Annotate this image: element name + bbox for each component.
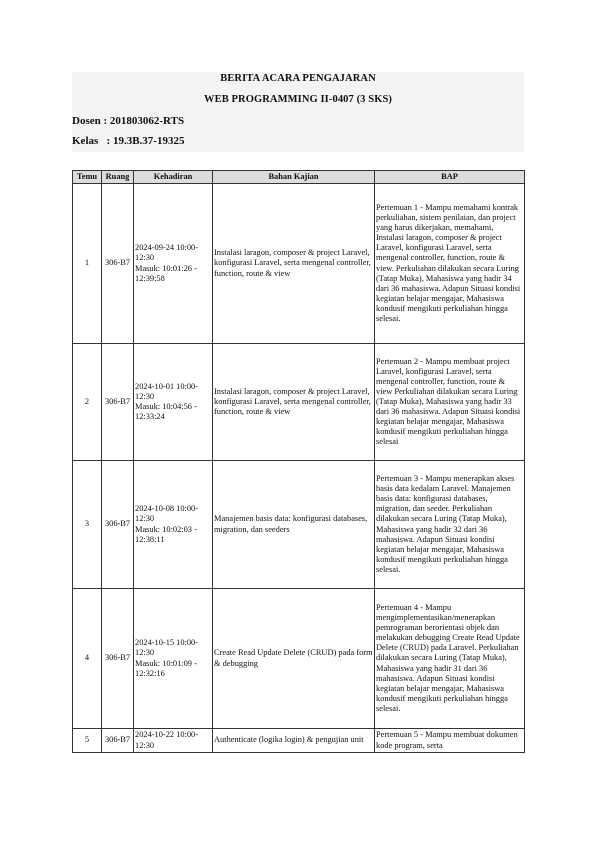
cell-temu: 2 <box>73 344 102 461</box>
cell-bap: Pertemuan 1 - Mampu memahami kontrak perkuliahan, sistem penilaian, dan project yang harus dikerjakan, memahami, Instalasi laragon, composer & project Laravel, konfigurasi Laravel, serta mengenal controller, function, route & view. Perkuliahan dilakukan secara Luring (Tatap Muka), Mahasiswa yang hadir 34 dari 36 mahasiswa. Adapun Situasi kondisi kegiatan belajar mengajar, Mahasiswa kondusif mengikuti perkuliahan hingga selesai. <box>375 184 525 344</box>
column-header-bahan-kajian: Bahan Kajian <box>213 171 375 184</box>
cell-bahan-kajian: Manajemen basis data: konfigurasi databases, migration, dan seeders <box>213 461 375 589</box>
table-row <box>73 729 525 753</box>
cell-bahan-kajian: Instalasi laragon, composer & project Laravel, konfigurasi Laravel, serta mengenal controller, function, route & view <box>213 344 375 461</box>
cell-bap: Pertemuan 3 - Mampu menerapkan akses basis data kedalam Laravel. Manajemen basis data: konfigurasi databases, migration, dan seeder. Perkuliahan dilakukan secara Luring (Tatap Muka), Mahasiswa yang hadir 32 dari 36 mahasiswa. Adapun Situasi kondisi kegiatan belajar mengajar, Mahasiswa kondusif mengikuti perkuliahan hingga selesai. <box>375 461 525 589</box>
column-header-kehadiran: Kehadiran <box>134 171 213 184</box>
table-row <box>73 344 525 461</box>
cell-ruang: 306-B7 <box>102 729 134 753</box>
cell-ruang: 306-B7 <box>102 589 134 729</box>
column-header-ruang: Ruang <box>102 171 134 184</box>
teaching-record-table <box>72 170 525 753</box>
cell-temu: 5 <box>73 729 102 753</box>
lecturer-info: Dosen : 201803062-RTS <box>72 115 185 127</box>
table-row <box>73 461 525 589</box>
cell-temu: 1 <box>73 184 102 344</box>
cell-kehadiran: 2024-10-08 10:00- 12:30 Masuk: 10:02:03 - 12:38:11 <box>134 461 213 589</box>
cell-bap: Pertemuan 5 - Mampu membuat dokumen kode program, serta <box>375 729 525 753</box>
table-row <box>73 184 525 344</box>
cell-ruang: 306-B7 <box>102 461 134 589</box>
table-header-row <box>73 171 525 184</box>
cell-bahan-kajian: Create Read Update Delete (CRUD) pada form & debugging <box>213 589 375 729</box>
document-title: BERITA ACARA PENGAJARAN <box>220 73 376 84</box>
cell-bahan-kajian: Authenticate (logika login) & pengujian unit <box>213 729 375 753</box>
cell-kehadiran: 2024-10-01 10:00- 12:30 Masuk: 10:04:56 - 12:33:24 <box>134 344 213 461</box>
cell-bap: Pertemuan 4 - Mampu mengimplementasikan/menerapkan pemrograman berorientasi objek dan melakukan debugging Create Read Update Delete (CRUD) pada Laravel. Perkuliahan dilakukan secara Luring (Tatap Muka), Mahasiswa yang hadir 31 dari 36 mahasiswa. Adapun Situasi kondisi kegiatan belajar mengajar, Mahasiswa kondusif mengikuti perkuliahan hingga selesai. <box>375 589 525 729</box>
cell-ruang: 306-B7 <box>102 184 134 344</box>
cell-bap: Pertemuan 2 - Mampu membuat project Laravel, konfigurasi Laravel, serta mengenal controller, function, route & view Perkuliahan dilakukan secara Luring (Tatap Muka), Mahasiswa yang hadir 33 dari 36 mahasiswa. Adapun Situasi kondisi kegiatan belajar mengajar, Mahasiswa kondusif mengikuti perkuliahan hingga selesai <box>375 344 525 461</box>
column-header-bap: BAP <box>375 171 525 184</box>
table-row <box>73 589 525 729</box>
cell-kehadiran: 2024-10-15 10:00- 12:30 Masuk: 10:01:09 - 12:32:16 <box>134 589 213 729</box>
cell-bahan-kajian: Instalasi laragon, composer & project Laravel, konfigurasi Laravel, serta mengenal controller, function, route & view <box>213 184 375 344</box>
cell-temu: 4 <box>73 589 102 729</box>
cell-ruang: 306-B7 <box>102 344 134 461</box>
class-info: Kelas : 19.3B.37-19325 <box>72 135 185 147</box>
cell-kehadiran: 2024-10-22 10:00- 12:30 <box>134 729 213 753</box>
cell-temu: 3 <box>73 461 102 589</box>
document-header <box>72 72 524 152</box>
column-header-temu: Temu <box>73 171 102 184</box>
cell-kehadiran: 2024-09-24 10:00- 12:30 Masuk: 10:01:26 - 12:39:58 <box>134 184 213 344</box>
course-title: WEB PROGRAMMING II-0407 (3 SKS) <box>203 94 393 105</box>
